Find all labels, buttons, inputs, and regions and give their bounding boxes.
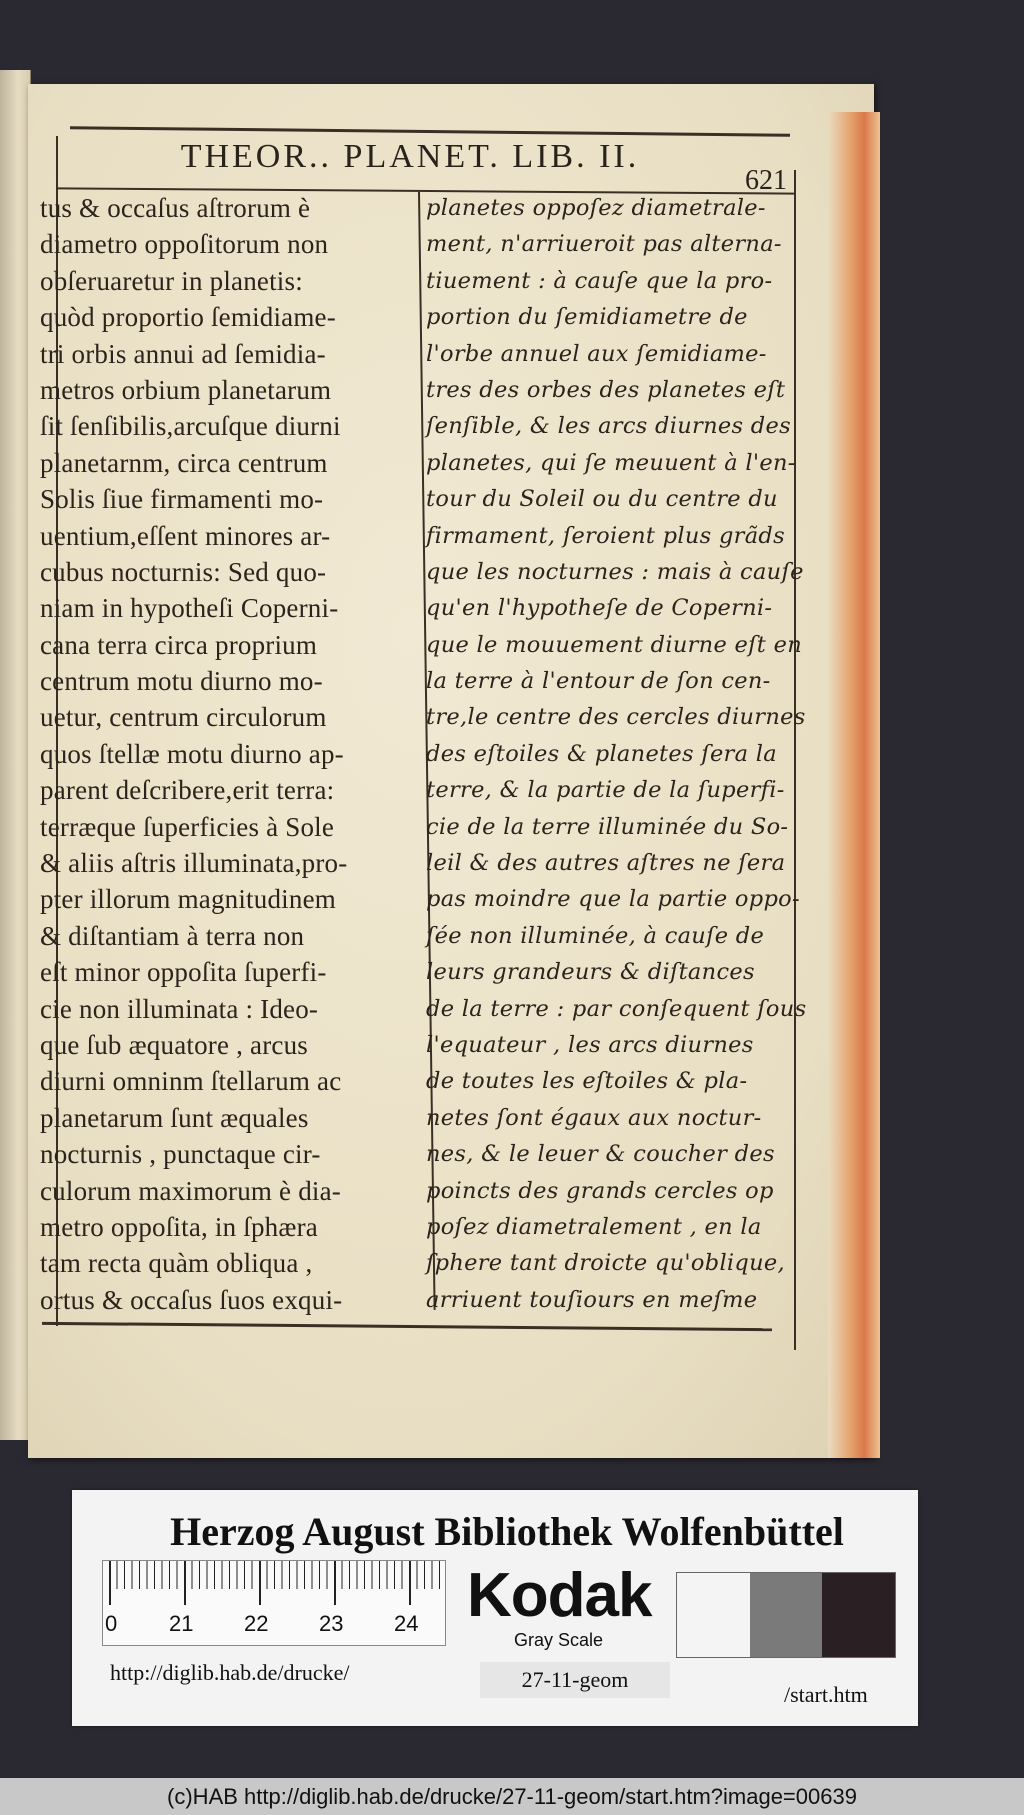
- french-line: terre, & la partie de la ſuperfi-: [426, 777, 785, 804]
- previous-page-edge: [0, 70, 31, 1440]
- card-url-id: 27-11-geom: [480, 1662, 670, 1698]
- french-line: de toutes les eſtoiles & pla-: [426, 1068, 748, 1095]
- latin-line: tus & occaſus aſtrorum è: [40, 193, 311, 223]
- latin-line: obſeruaretur in planetis:: [40, 265, 303, 296]
- latin-line: nocturnis , punctaque cir-: [40, 1139, 321, 1170]
- swatch-white: [677, 1573, 750, 1657]
- latin-line: quos ſtellæ motu diurno ap-: [40, 738, 344, 769]
- latin-line: cubus nocturnis: Sed quo-: [40, 556, 327, 587]
- latin-line: parent deſcribere,erit terra:: [40, 775, 335, 806]
- french-line: de la terre : par conſequent ſous: [426, 995, 807, 1022]
- french-line: cie de la terre illuminée du So-: [426, 813, 789, 840]
- latin-line: & diſtantiam à terra non: [40, 920, 305, 951]
- french-line: des eſtoiles & planetes ſera la: [426, 740, 777, 767]
- latin-line: ortus & occaſus ſuos exqui-: [40, 1284, 343, 1315]
- latin-line: tri orbis annui ad ſemidia-: [40, 338, 326, 369]
- calibration-card: [72, 1490, 918, 1726]
- french-line: poſez diametralement , en la: [426, 1213, 762, 1240]
- latin-line: centrum motu diurno mo-: [40, 666, 323, 697]
- french-text-column: [426, 190, 807, 1318]
- library-name: Herzog August Bibliothek Wolfenbüttel: [170, 1509, 844, 1554]
- running-head: THEOR.. PLANET. LIB. II.: [180, 138, 640, 175]
- latin-line: uetur, centrum circulorum: [40, 702, 327, 733]
- french-line: ſphere tant droicte qu'oblique,: [426, 1250, 785, 1277]
- french-line: ment, n'arriueroit pas alterna-: [426, 231, 782, 258]
- latin-line: & aliis aſtris illuminata,pro-: [40, 848, 348, 879]
- card-url-suffix: /start.htm: [784, 1682, 868, 1707]
- french-line: que le mouuement diurne eſt en: [426, 631, 802, 658]
- ruler-label: 24: [394, 1611, 419, 1636]
- ruler-label: 23: [319, 1611, 344, 1636]
- french-line: nes, & le leuer & coucher des: [426, 1141, 775, 1168]
- latin-line: tam recta quàm obliqua ,: [40, 1248, 313, 1279]
- latin-line: metros orbium planetarum: [40, 374, 332, 405]
- french-line: netes ſont égaux aux noctur-: [426, 1104, 762, 1131]
- french-line: tiuement : à cauſe que la pro-: [426, 267, 773, 294]
- french-line: poincts des grands cercles op: [426, 1177, 774, 1204]
- gray-scale-swatches: [676, 1572, 896, 1658]
- page-stack-edge: [828, 112, 880, 1458]
- swatch-gray: [750, 1573, 823, 1657]
- ruler-label: 22: [244, 1611, 269, 1636]
- french-line: que les nocturnes : mais à cauſe: [426, 558, 804, 585]
- latin-line: metro oppoſita, in ſphæra: [40, 1211, 318, 1242]
- french-line: arriuent touſiours en meſme: [426, 1286, 758, 1313]
- kodak-logo: Kodak: [467, 1561, 652, 1630]
- latin-text-column: [40, 190, 412, 1318]
- ruler-label: 0: [105, 1611, 118, 1636]
- french-line: l'equateur , les arcs diurnes: [426, 1031, 754, 1058]
- french-line: planetes, qui ſe meuuent à l'en-: [426, 449, 796, 476]
- french-line: planetes oppoſez diametrale-: [426, 195, 766, 221]
- latin-line: cie non illuminata : Ideo-: [40, 993, 319, 1024]
- swatch-black: [822, 1573, 895, 1657]
- latin-line: diurni omninm ſtellarum ac: [40, 1066, 342, 1097]
- latin-line: culorum maximorum è dia-: [40, 1175, 341, 1206]
- french-line: l'orbe annuel aux ſemidiame-: [426, 340, 767, 367]
- latin-line: cana terra circa proprium: [40, 629, 318, 660]
- latin-line: uentium,eſſent minores ar-: [40, 520, 331, 551]
- ruler-major-ticks: [109, 1561, 443, 1605]
- card-url-prefix: http://diglib.hab.de/drucke/: [110, 1660, 350, 1685]
- french-line: tour du Soleil ou du centre du: [426, 486, 778, 513]
- french-line: portion du ſemidiametre de: [426, 304, 748, 331]
- latin-line: que ſub æquatore , arcus: [40, 1029, 308, 1060]
- french-line: tre,le centre des cercles diurnes: [426, 704, 806, 731]
- ruler-labels: [103, 1611, 443, 1641]
- french-line: leurs grandeurs & diſtances: [426, 959, 755, 986]
- page-number: 621: [745, 165, 787, 196]
- french-line: firmament, ſeroient plus grãds: [426, 522, 785, 549]
- latin-line: diametro oppoſitorum non: [40, 229, 329, 260]
- ruler-label: 21: [169, 1611, 194, 1636]
- french-line: qu'en l'hypotheſe de Coperni-: [426, 595, 773, 622]
- latin-line: quòd proportio ſemidiame-: [40, 302, 336, 333]
- gray-scale-label: Gray Scale: [514, 1630, 604, 1650]
- french-line: tres des orbes des planetes eſt: [426, 376, 786, 403]
- french-line: pas moindre que la partie oppo-: [426, 886, 800, 913]
- latin-line: niam in hypotheſi Coperni-: [40, 593, 339, 624]
- french-line: ſée non illuminée, à cauſe de: [426, 922, 765, 949]
- latin-line: planetarum ſunt æquales: [40, 1102, 309, 1133]
- latin-line: ſit ſenſibilis,arcuſque diurni: [40, 411, 341, 442]
- copyright-status-bar: (c)HAB http://diglib.hab.de/drucke/27-11-geom/start.htm?image=00639: [0, 1778, 1024, 1815]
- scale-ruler: [102, 1560, 446, 1646]
- french-line: la terre à l'entour de ſon cen-: [426, 668, 771, 695]
- latin-line: terræque ſuperficies à Sole: [40, 811, 335, 842]
- french-line: ſenſible, & les arcs diurnes des: [426, 413, 791, 440]
- latin-line: Solis ſiue firmamenti mo-: [40, 484, 324, 515]
- latin-line: eſt minor oppoſita ſuperfi-: [40, 957, 327, 988]
- latin-line: planetarnm, circa centrum: [40, 447, 328, 478]
- latin-line: pter illorum magnitudinem: [40, 884, 336, 915]
- french-line: leil & des autres aſtres ne ſera: [426, 850, 786, 877]
